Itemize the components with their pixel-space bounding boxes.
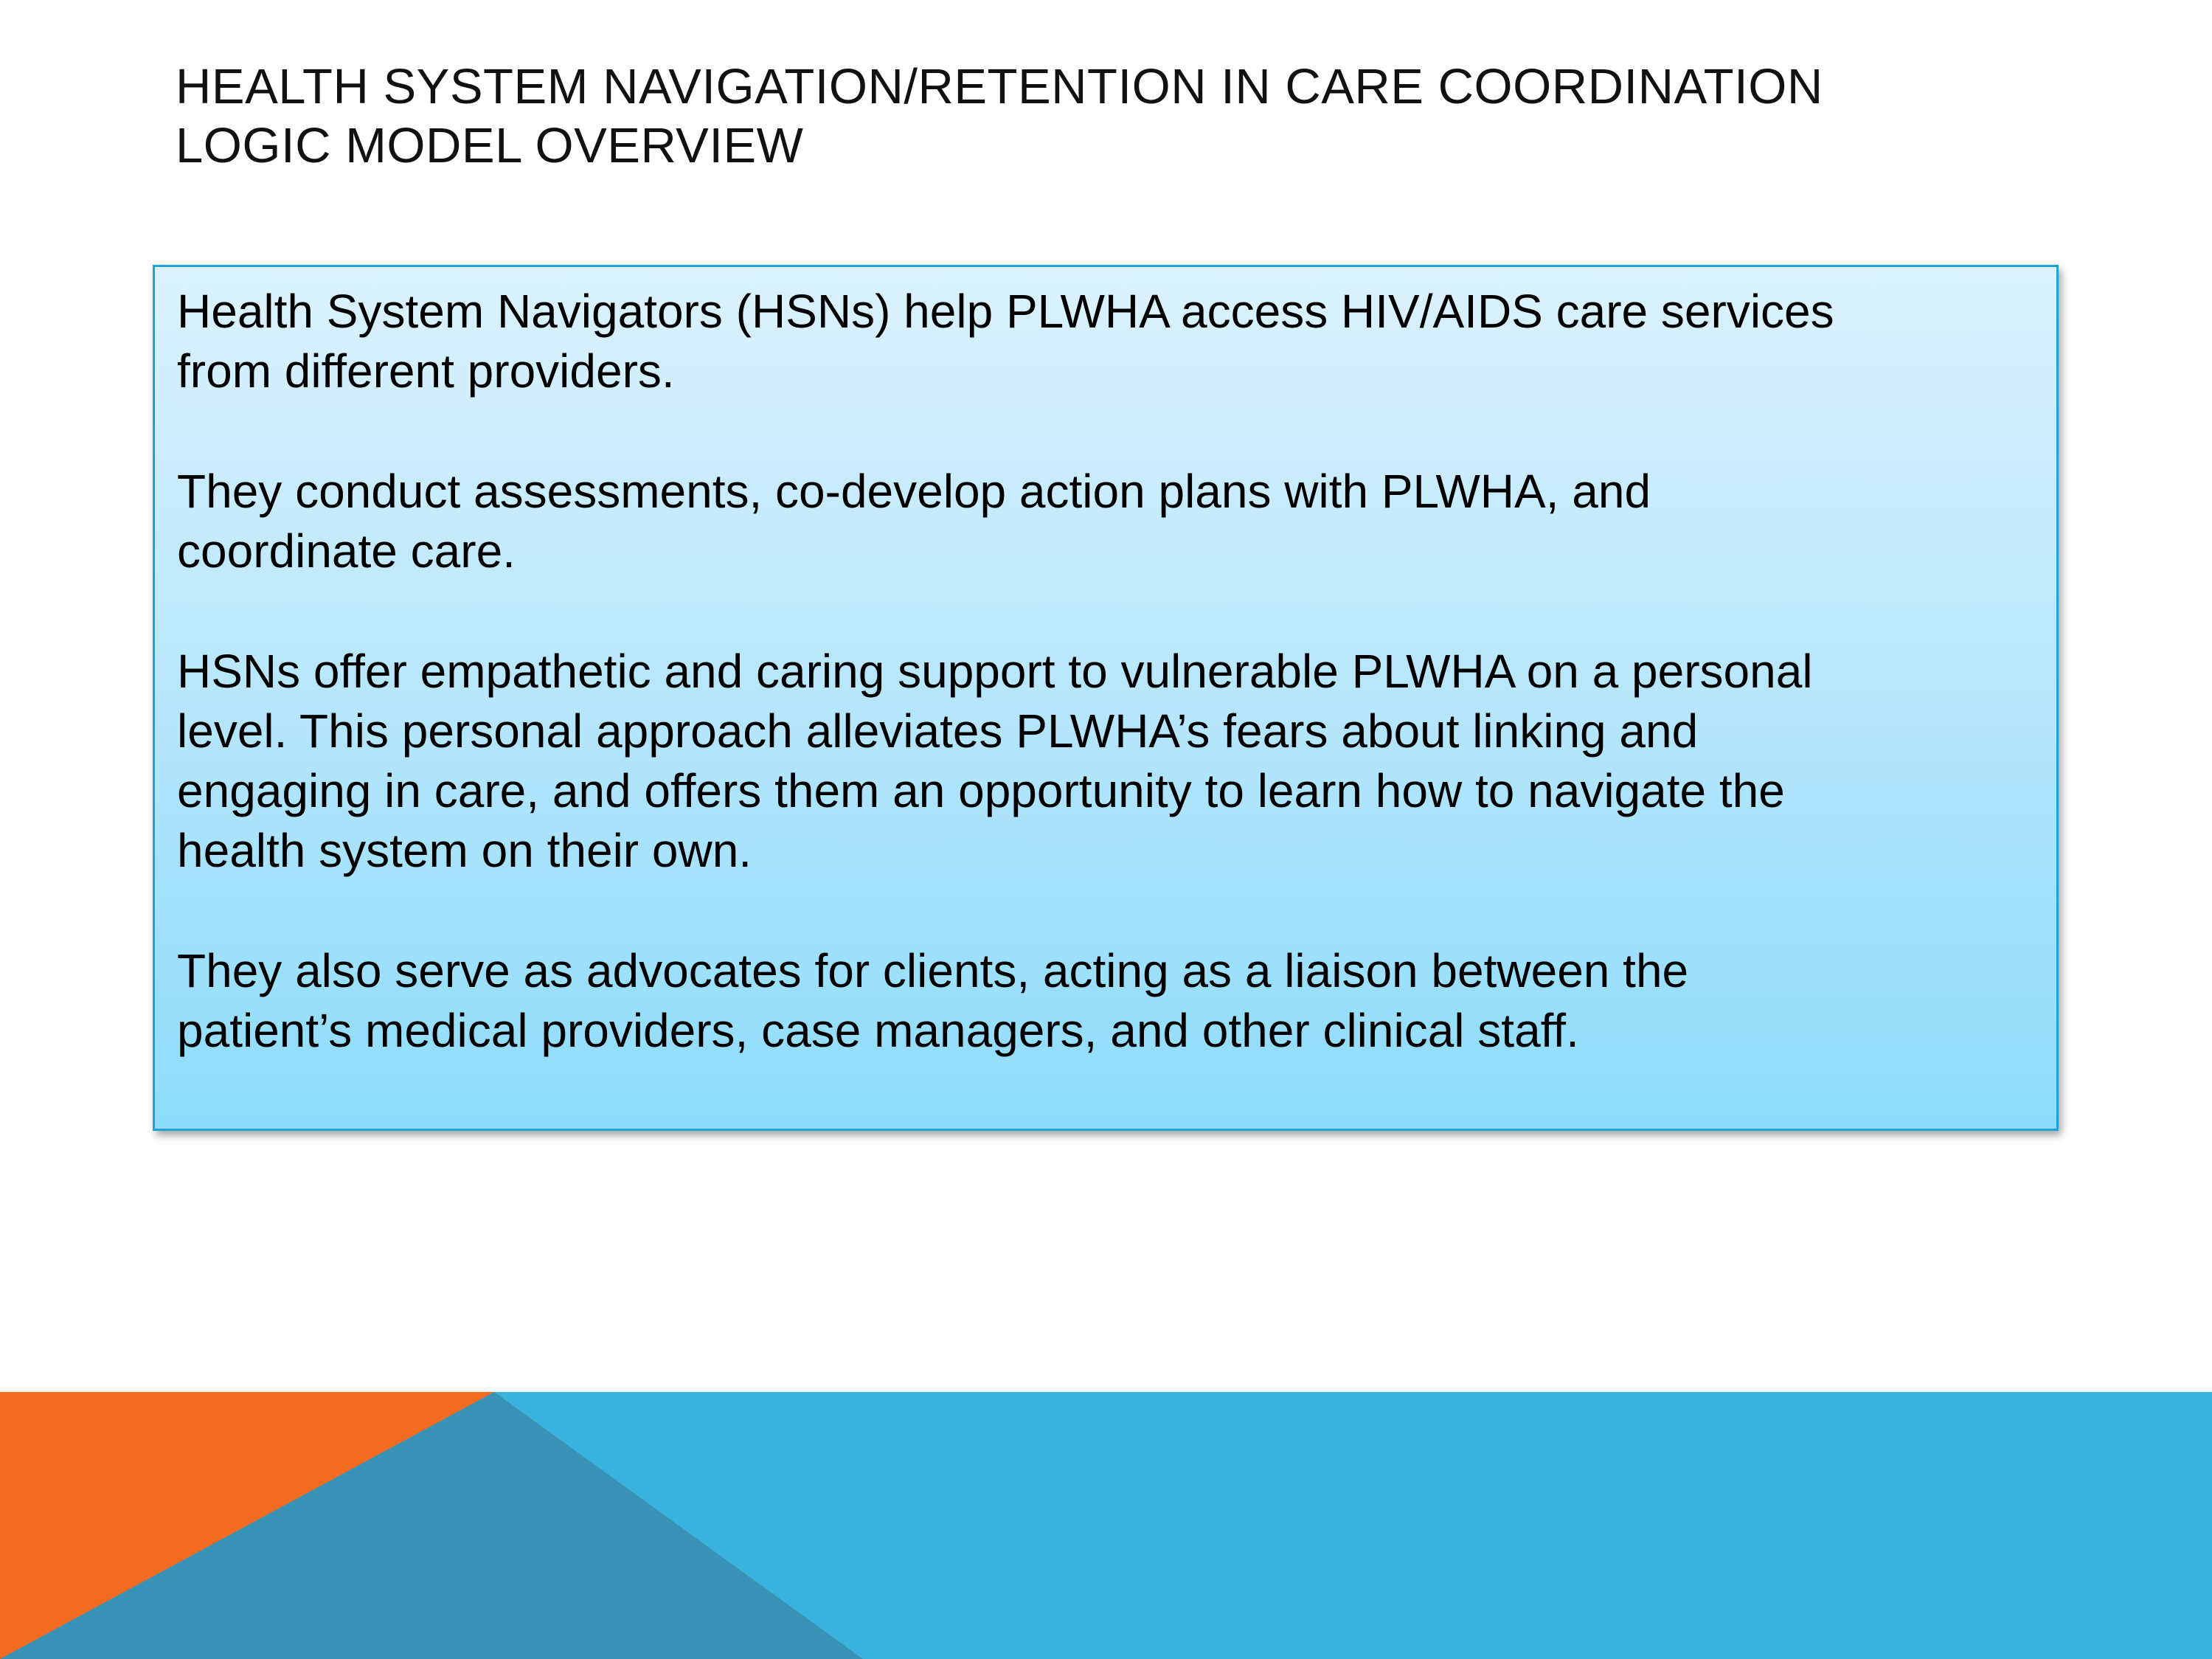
paragraph-line: They also serve as advocates for clients, acting as a liaison between the: [177, 944, 1689, 997]
paragraph-line: health system on their own.: [177, 824, 752, 877]
footer-decoration: [0, 1392, 2212, 1659]
slide-title: [176, 58, 2064, 176]
paragraph-line: HSNs offer empathetic and caring support to vulnerable PLWHA on a personal: [177, 645, 1813, 698]
paragraph-line: They conduct assessments, co-develop action plans with PLWHA, and: [177, 465, 1651, 518]
paragraph-line: from different providers.: [177, 344, 675, 398]
title-line-2: LOGIC MODEL OVERVIEW: [176, 118, 804, 173]
paragraph-line: patient’s medical providers, case managers, and other clinical staff.: [177, 1004, 1579, 1057]
paragraph-line: level. This personal approach alleviates PLWHA’s fears about linking and: [177, 704, 1699, 758]
content-text-box: [153, 265, 2059, 1131]
footer-shapes: [0, 1392, 2212, 1659]
paragraph-line: coordinate care.: [177, 524, 516, 578]
paragraph-assessments: [177, 462, 2027, 581]
paragraph-support: [177, 642, 2027, 881]
paragraph-hsn-intro: [177, 282, 2027, 401]
paragraph-line: engaging in care, and offers them an opportunity to learn how to navigate the: [177, 764, 1785, 817]
title-line-1: HEALTH SYSTEM NAVIGATION/RETENTION IN CARE COORDINATION: [176, 59, 1823, 114]
paragraph-line: Health System Navigators (HSNs) help PLWHA access HIV/AIDS care services: [177, 285, 1834, 338]
paragraph-advocates: [177, 941, 2027, 1061]
